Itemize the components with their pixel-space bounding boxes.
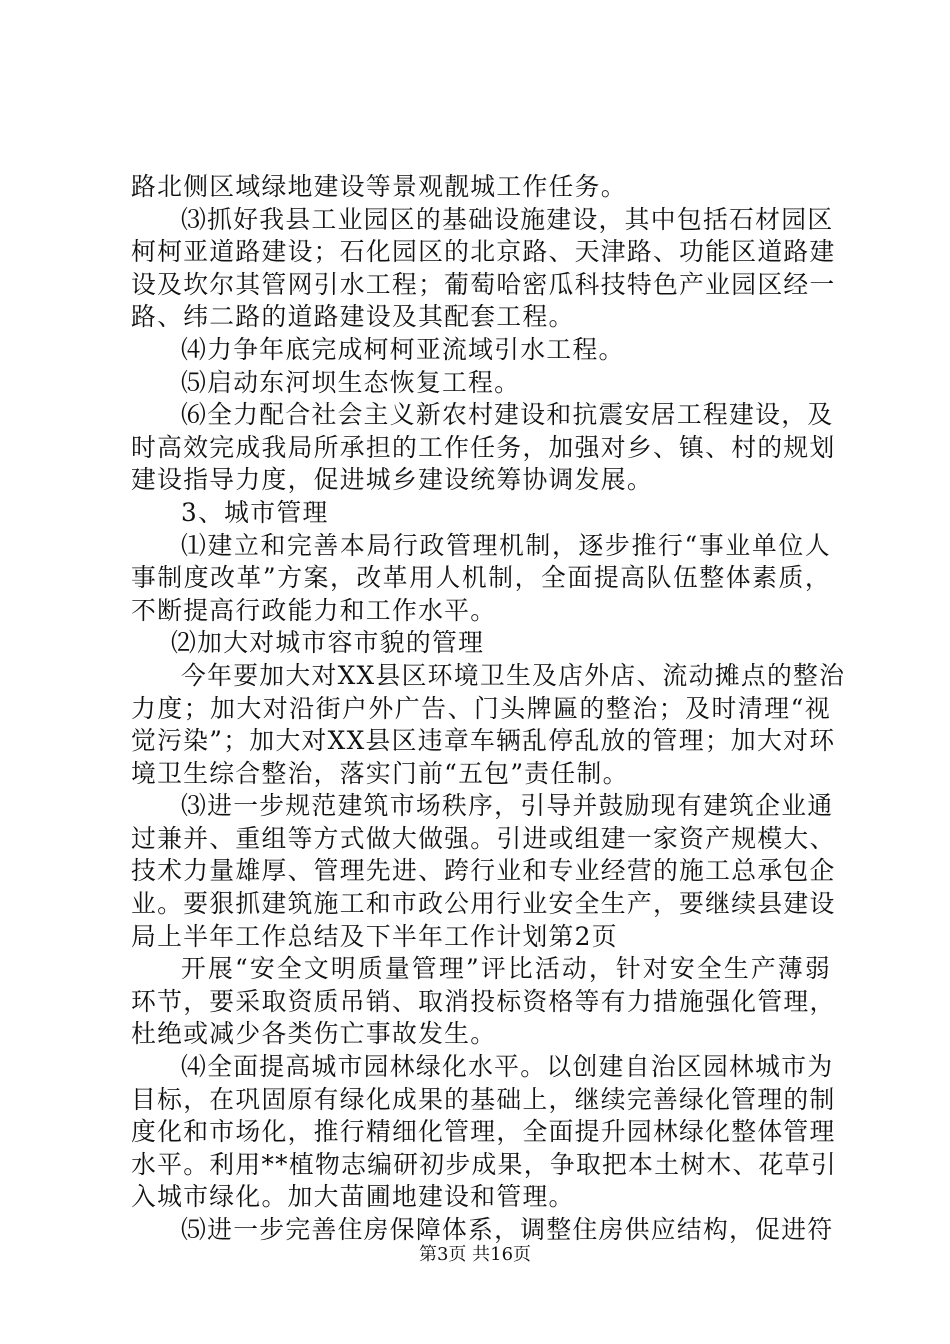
text-line: 过兼并、重组等方式做大做强。引进或组建一家资产规模大、 xyxy=(131,823,836,853)
text-line: 业。要狠抓建筑施工和市政公用行业安全生产，要继续县建设 xyxy=(131,889,836,919)
text-line: 事制度改革”方案，改革用人机制，全面提高队伍整体素质， xyxy=(131,563,831,593)
text-line: 环节，要采取资质吊销、取消投标资格等有力措施强化管理， xyxy=(131,986,836,1016)
text-line: 力度；加大对沿街户外广告、门头牌匾的整治；及时清理“视 xyxy=(131,693,831,723)
text-line: 时高效完成我局所承担的工作任务，加强对乡、镇、村的规划 xyxy=(131,432,836,462)
text-line: 路、纬二路的道路建设及其配套工程。 xyxy=(131,302,575,332)
text-line: ⑵加大对城市容市貌的管理 xyxy=(171,628,485,658)
text-line: 杜绝或减少各类伤亡事故发生。 xyxy=(131,1019,497,1049)
text-line: ⑷全面提高城市园林绿化水平。以创建自治区园林城市为 xyxy=(181,1052,834,1082)
text-line: 目标，在巩固原有绿化成果的基础上，继续完善绿化管理的制 xyxy=(131,1084,836,1114)
text-line: ⑸启动东河坝生态恢复工程。 xyxy=(181,367,521,397)
text-line: 入城市绿化。加大苗圃地建设和管理。 xyxy=(131,1182,575,1212)
text-line: ⑹全力配合社会主义新农村建设和抗震安居工程建设，及 xyxy=(181,400,834,430)
text-line: 路北侧区域绿地建设等景观靓城工作任务。 xyxy=(131,172,627,201)
page-footer: 第3页 共16页 xyxy=(418,1244,532,1265)
text-line: 柯柯亚道路建设；石化园区的北京路、天津路、功能区道路建 xyxy=(131,237,836,267)
text-line: 技术力量雄厚、管理先进、跨行业和专业经营的施工总承包企 xyxy=(131,856,836,886)
text-line: ⑷力争年底完成柯柯亚流域引水工程。 xyxy=(181,334,625,364)
text-line: 开展“安全文明质量管理”评比活动，针对安全生产薄弱 xyxy=(181,954,831,984)
text-line: 水平。利用**植物志编研初步成果，争取把本土树木、花草引 xyxy=(131,1149,837,1179)
text-line: 觉污染”；加大对XX县区违章车辆乱停乱放的管理；加大对环 xyxy=(131,726,836,756)
text-line: 境卫生综合整治，落实门前“五包”责任制。 xyxy=(131,758,629,788)
text-line: 不断提高行政能力和工作水平。 xyxy=(131,595,497,625)
document-body xyxy=(131,171,846,1247)
text-line: ⑴建立和完善本局行政管理机制，逐步推行“事业单位人 xyxy=(181,530,831,560)
text-line: 设及坎尔其管网引水工程；葡萄哈密瓜科技特色产业园区经一 xyxy=(131,269,836,299)
text-line: ⑶进一步规范建筑市场秩序，引导并鼓励现有建筑企业通 xyxy=(181,791,834,821)
text-line: 3、城市管理 xyxy=(181,497,329,527)
text-line: 局上半年工作总结及下半年工作计划第2页 xyxy=(131,921,618,951)
text-line: 建设指导力度，促进城乡建设统筹协调发展。 xyxy=(131,465,653,495)
text-line: 今年要加大对XX县区环境卫生及店外店、流动摊点的整治 xyxy=(181,660,846,690)
text-line: ⑸进一步完善住房保障体系，调整住房供应结构，促进符 xyxy=(181,1215,834,1244)
text-line: ⑶抓好我县工业园区的基础设施建设，其中包括石材园区 xyxy=(181,204,834,234)
text-line: 度化和市场化，推行精细化管理，全面提升园林绿化整体管理 xyxy=(131,1117,836,1147)
